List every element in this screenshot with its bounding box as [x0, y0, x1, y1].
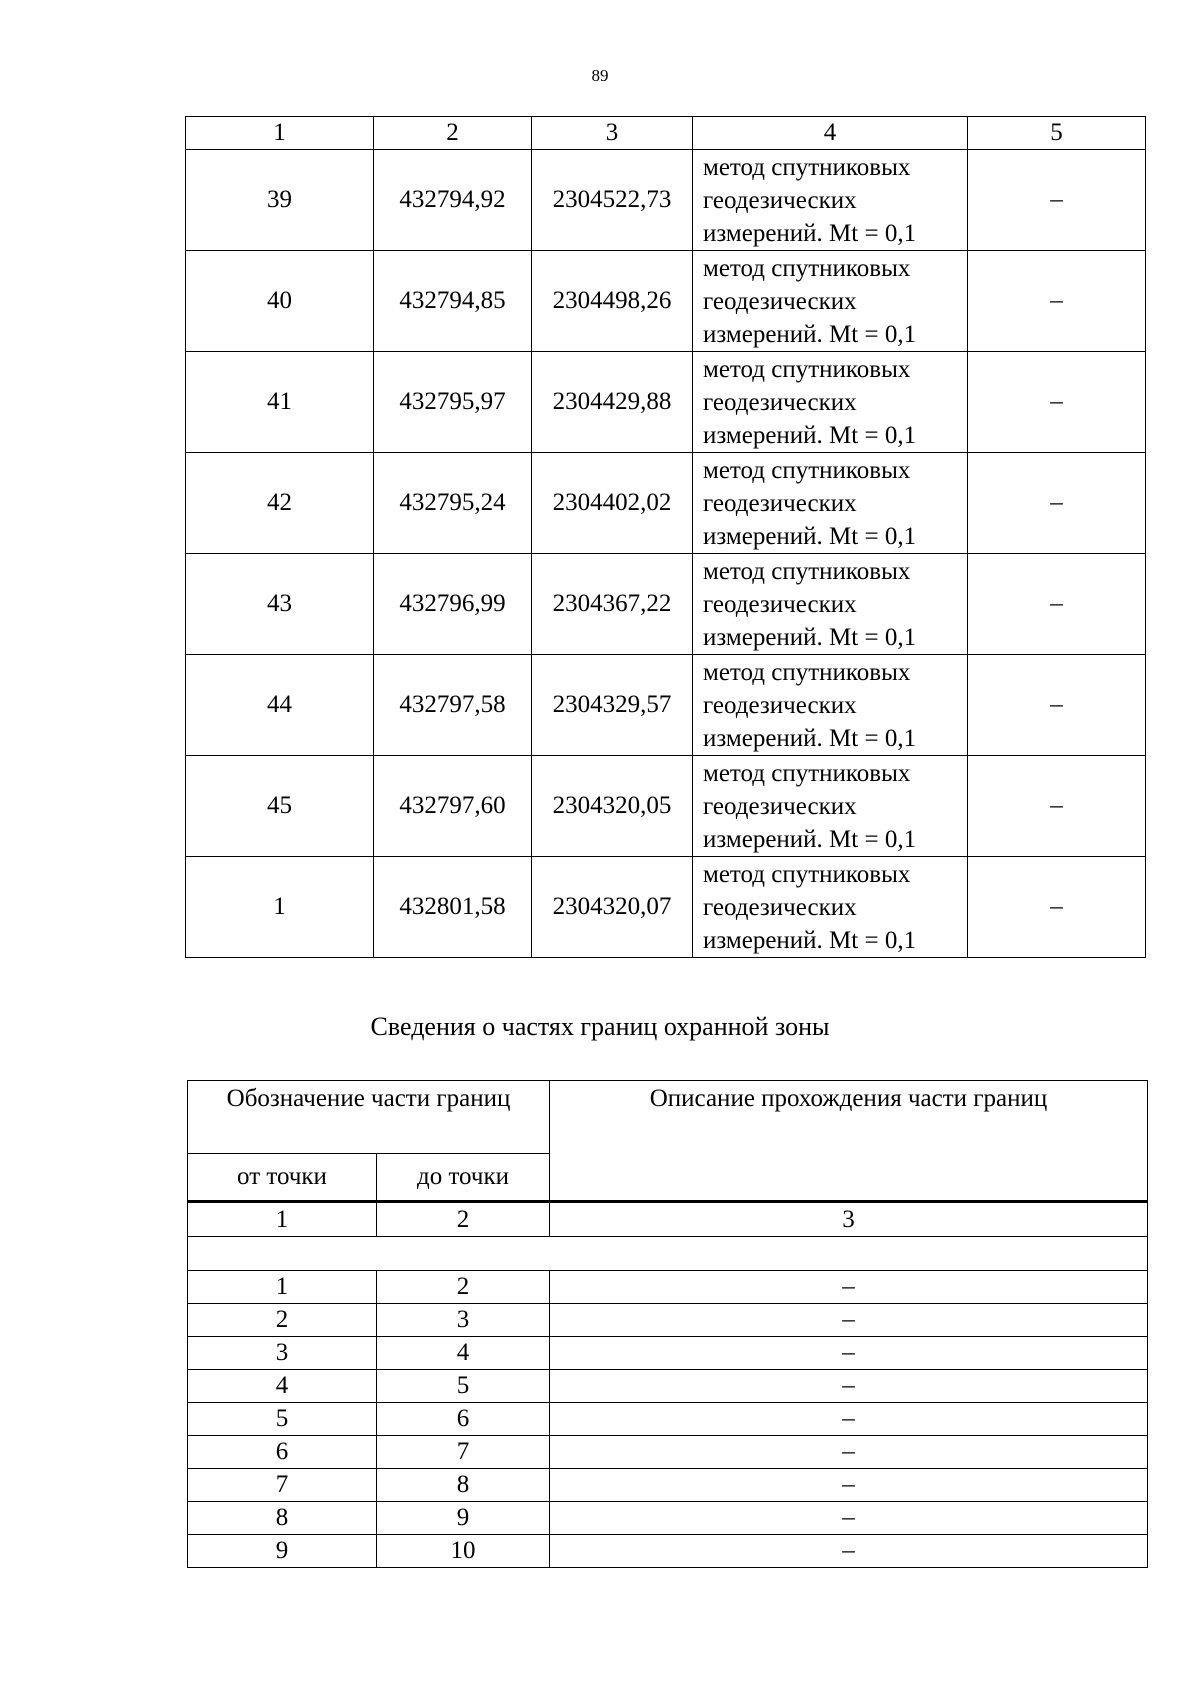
- column-5-cell: –: [968, 756, 1146, 857]
- from-point-cell: 3: [188, 1337, 377, 1370]
- column-number-3: 3: [532, 117, 693, 150]
- method-line: геодезических: [703, 893, 857, 921]
- description-cell: –: [550, 1304, 1148, 1337]
- to-point-cell: 3: [377, 1304, 550, 1337]
- point-number-cell: 44: [186, 655, 374, 756]
- parts-column-numbers-row: [188, 1202, 1148, 1237]
- to-point-cell: 9: [377, 1502, 550, 1535]
- parts-column-number-1: 1: [188, 1202, 377, 1237]
- method-line: измерений. Mt = 0,1: [703, 623, 917, 651]
- method-line: геодезических: [703, 287, 857, 315]
- table-row: [188, 1370, 1148, 1403]
- method-cell: [693, 352, 968, 453]
- y-coordinate-cell: 2304367,22: [532, 554, 693, 655]
- parts-column-number-3: 3: [550, 1202, 1148, 1237]
- method-line: измерений. Mt = 0,1: [703, 825, 917, 853]
- y-coordinate-cell: 2304320,05: [532, 756, 693, 857]
- table-row: [188, 1271, 1148, 1304]
- column-5-cell: –: [968, 453, 1146, 554]
- point-number-cell: 40: [186, 251, 374, 352]
- point-number-cell: 39: [186, 150, 374, 251]
- column-5-cell: –: [968, 150, 1146, 251]
- column-5-cell: –: [968, 251, 1146, 352]
- x-coordinate-cell: 432795,97: [374, 352, 532, 453]
- method-line: измерений. Mt = 0,1: [703, 724, 917, 752]
- column-5-cell: –: [968, 554, 1146, 655]
- from-point-cell: 4: [188, 1370, 377, 1403]
- description-cell: –: [550, 1271, 1148, 1304]
- table-row: [188, 1403, 1148, 1436]
- method-line: метод спутниковых: [703, 254, 911, 282]
- from-point-cell: 7: [188, 1469, 377, 1502]
- table-row: [186, 251, 1146, 352]
- method-line: измерений. Mt = 0,1: [703, 219, 917, 247]
- method-cell: [693, 655, 968, 756]
- column-5-cell: –: [968, 352, 1146, 453]
- y-coordinate-cell: 2304498,26: [532, 251, 693, 352]
- method-line: метод спутниковых: [703, 557, 911, 585]
- description-cell: –: [550, 1535, 1148, 1568]
- to-point-cell: 8: [377, 1469, 550, 1502]
- description-cell: –: [550, 1436, 1148, 1469]
- x-coordinate-cell: 432801,58: [374, 857, 532, 958]
- section-title: Сведения о частях границ охранной зоны: [370, 1012, 830, 1041]
- table-row: [186, 352, 1146, 453]
- parts-header-row: [188, 1081, 1148, 1154]
- point-number-cell: 1: [186, 857, 374, 958]
- x-coordinate-cell: 432797,58: [374, 655, 532, 756]
- from-point-cell: 1: [188, 1271, 377, 1304]
- method-line: метод спутниковых: [703, 153, 911, 181]
- boundary-parts-table: [187, 1080, 1148, 1568]
- column-number-4: 4: [693, 117, 968, 150]
- table-row: [188, 1304, 1148, 1337]
- table-row: [186, 453, 1146, 554]
- method-line: измерений. Mt = 0,1: [703, 926, 917, 954]
- column-5-cell: –: [968, 857, 1146, 958]
- method-cell: [693, 554, 968, 655]
- description-header: Описание прохождения части границ: [550, 1081, 1148, 1202]
- method-cell: [693, 857, 968, 958]
- method-line: геодезических: [703, 691, 857, 719]
- method-line: метод спутниковых: [703, 355, 911, 383]
- column-5-cell: –: [968, 655, 1146, 756]
- method-line: геодезических: [703, 792, 857, 820]
- y-coordinate-cell: 2304320,07: [532, 857, 693, 958]
- table-row: [188, 1436, 1148, 1469]
- to-point-cell: 4: [377, 1337, 550, 1370]
- empty-cell: [188, 1237, 1148, 1271]
- page-number: 89: [591, 66, 609, 85]
- from-point-cell: 8: [188, 1502, 377, 1535]
- boundary-parts-table-body: [188, 1081, 1148, 1568]
- method-cell: [693, 756, 968, 857]
- method-line: измерений. Mt = 0,1: [703, 320, 917, 348]
- method-line: метод спутниковых: [703, 456, 911, 484]
- x-coordinate-cell: 432794,92: [374, 150, 532, 251]
- parts-column-number-2: 2: [377, 1202, 550, 1237]
- to-point-cell: 7: [377, 1436, 550, 1469]
- from-point-cell: 5: [188, 1403, 377, 1436]
- y-coordinate-cell: 2304329,57: [532, 655, 693, 756]
- x-coordinate-cell: 432794,85: [374, 251, 532, 352]
- column-number-5: 5: [968, 117, 1146, 150]
- method-line: измерений. Mt = 0,1: [703, 421, 917, 449]
- point-number-cell: 42: [186, 453, 374, 554]
- point-number-cell: 45: [186, 756, 374, 857]
- from-point-cell: 2: [188, 1304, 377, 1337]
- method-line: геодезических: [703, 388, 857, 416]
- point-number-cell: 41: [186, 352, 374, 453]
- y-coordinate-cell: 2304522,73: [532, 150, 693, 251]
- to-point-cell: 5: [377, 1370, 550, 1403]
- description-cell: –: [550, 1370, 1148, 1403]
- method-cell: [693, 453, 968, 554]
- to-point-cell: 6: [377, 1403, 550, 1436]
- column-number-2: 2: [374, 117, 532, 150]
- coordinates-table: [185, 116, 1146, 958]
- method-line: метод спутниковых: [703, 860, 911, 888]
- table-row: [186, 655, 1146, 756]
- x-coordinate-cell: 432797,60: [374, 756, 532, 857]
- table-row: [188, 1502, 1148, 1535]
- to-point-header: до точки: [377, 1154, 550, 1202]
- column-number-1: 1: [186, 117, 374, 150]
- table-row: [186, 857, 1146, 958]
- method-line: метод спутниковых: [703, 658, 911, 686]
- description-cell: –: [550, 1502, 1148, 1535]
- to-point-cell: 2: [377, 1271, 550, 1304]
- designation-header: Обозначение части границ: [188, 1081, 550, 1154]
- method-line: метод спутниковых: [703, 759, 911, 787]
- method-cell: [693, 251, 968, 352]
- coordinates-table-body: [186, 117, 1146, 958]
- to-point-cell: 10: [377, 1535, 550, 1568]
- point-number-cell: 43: [186, 554, 374, 655]
- coordinates-header-row: [186, 117, 1146, 150]
- y-coordinate-cell: 2304429,88: [532, 352, 693, 453]
- description-cell: –: [550, 1403, 1148, 1436]
- method-line: геодезических: [703, 489, 857, 517]
- method-line: геодезических: [703, 590, 857, 618]
- table-row: [188, 1337, 1148, 1370]
- x-coordinate-cell: 432795,24: [374, 453, 532, 554]
- method-line: геодезических: [703, 186, 857, 214]
- from-point-cell: 6: [188, 1436, 377, 1469]
- table-row: [188, 1535, 1148, 1568]
- method-line: измерений. Mt = 0,1: [703, 522, 917, 550]
- parts-empty-row: [188, 1237, 1148, 1271]
- from-point-header: от точки: [188, 1154, 377, 1202]
- x-coordinate-cell: 432796,99: [374, 554, 532, 655]
- description-cell: –: [550, 1469, 1148, 1502]
- from-point-cell: 9: [188, 1535, 377, 1568]
- table-row: [188, 1469, 1148, 1502]
- y-coordinate-cell: 2304402,02: [532, 453, 693, 554]
- description-cell: –: [550, 1337, 1148, 1370]
- table-row: [186, 150, 1146, 251]
- table-row: [186, 756, 1146, 857]
- method-cell: [693, 150, 968, 251]
- table-row: [186, 554, 1146, 655]
